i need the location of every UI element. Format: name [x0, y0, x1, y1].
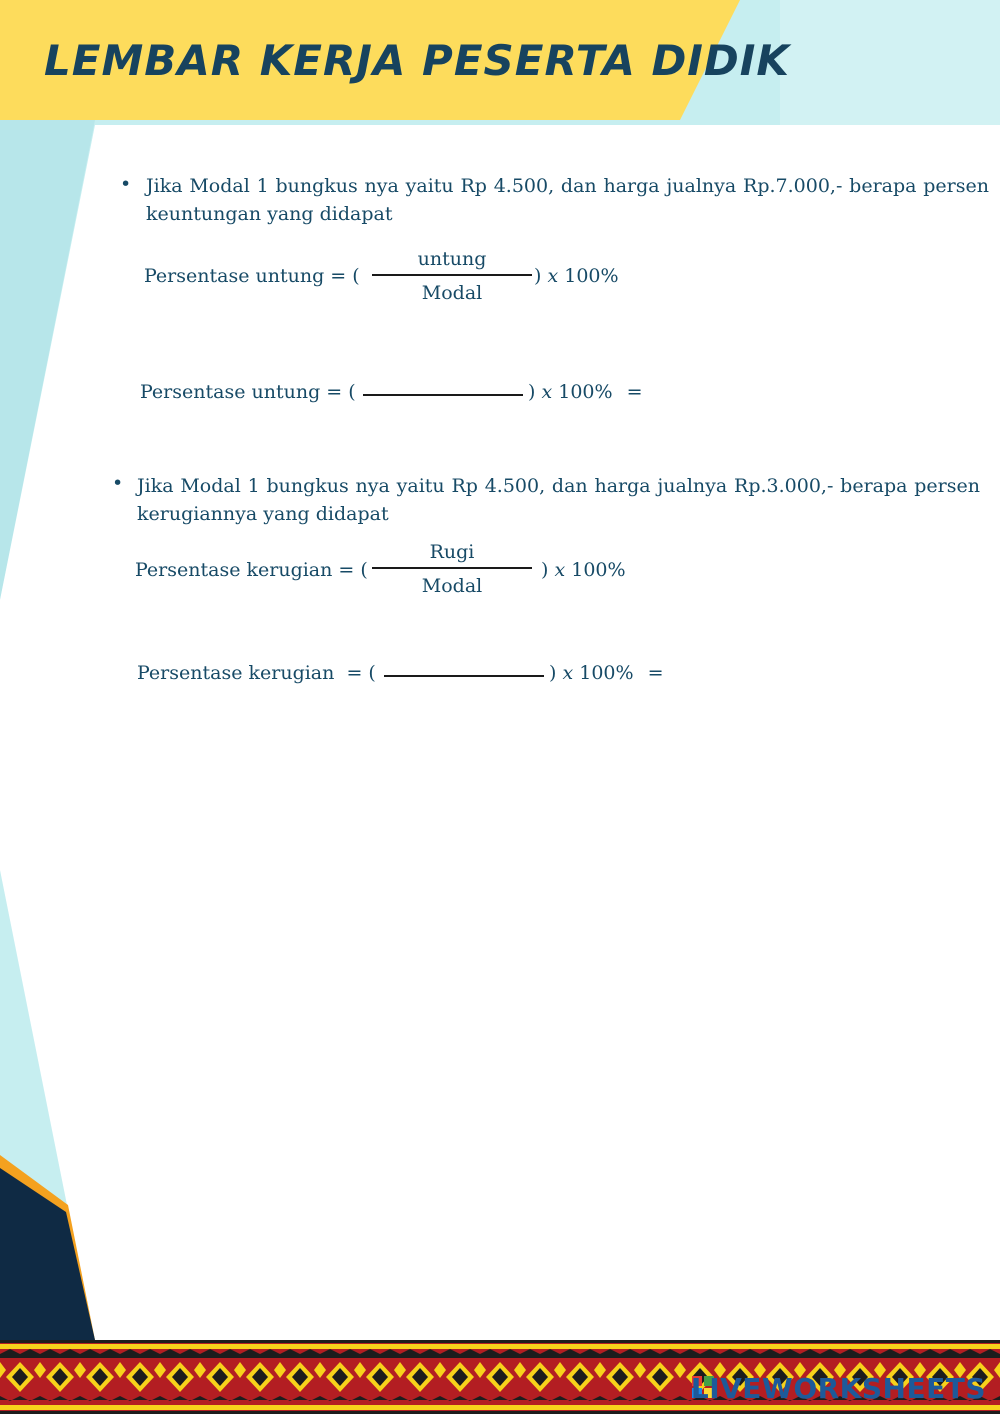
multiply-sign: x — [554, 559, 566, 581]
percent-value: 100% — [564, 265, 619, 287]
formula-tail — [534, 265, 619, 287]
multiply-sign: x — [562, 662, 574, 684]
close-paren: ) — [534, 265, 542, 287]
answer-kerugian — [137, 662, 376, 684]
formula-kerugian — [135, 559, 368, 581]
formula-untung — [144, 265, 360, 287]
fraction-kerugian — [372, 541, 532, 597]
formula-label: Persentase untung = ( — [144, 265, 360, 287]
close-paren: ) — [528, 381, 536, 403]
bullet-icon: • — [112, 472, 124, 494]
fraction-untung — [372, 248, 532, 304]
close-paren: ) — [549, 662, 557, 684]
formula-label: Persentase kerugian = ( — [135, 559, 368, 581]
answer-tail — [549, 662, 664, 684]
fraction-line — [372, 567, 532, 569]
multiply-sign: x — [547, 265, 559, 287]
multiply-sign: x — [541, 381, 553, 403]
percent-value: 100% — [579, 662, 634, 684]
bullet-icon: • — [120, 173, 132, 195]
answer-tail — [528, 381, 643, 403]
fraction-denominator: Modal — [421, 281, 483, 304]
answer-blank-line[interactable] — [384, 675, 544, 677]
equals-sign: = — [647, 662, 664, 684]
answer-untung — [140, 381, 356, 403]
fraction-numerator: Rugi — [429, 541, 475, 563]
percent-value: 100% — [571, 559, 626, 581]
question-text: Jika Modal 1 bungkus nya yaitu Rp 4.500, dan harga jualnya Rp.3.000,- berapa persen kerugiannya yang didapat — [137, 475, 980, 525]
percent-value: 100% — [558, 381, 613, 403]
page-title: LEMBAR KERJA PESERTA DIDIK — [44, 36, 790, 85]
answer-label: Persentase kerugian = ( — [137, 662, 376, 684]
fraction-line — [372, 274, 532, 276]
equals-sign: = — [626, 381, 643, 403]
answer-label: Persentase untung = ( — [140, 381, 356, 403]
answer-blank-line[interactable] — [363, 394, 523, 396]
formula-tail — [541, 559, 626, 581]
fraction-numerator: untung — [417, 248, 487, 270]
question-text: Jika Modal 1 bungkus nya yaitu Rp 4.500, dan harga jualnya Rp.7.000,- berapa persen keuntungan yang didapat — [146, 175, 989, 225]
fraction-denominator: Modal — [421, 574, 483, 597]
liveworksheets-brand[interactable]: LIVEWORKSHEETS — [690, 1372, 986, 1405]
close-paren: ) — [541, 559, 549, 581]
